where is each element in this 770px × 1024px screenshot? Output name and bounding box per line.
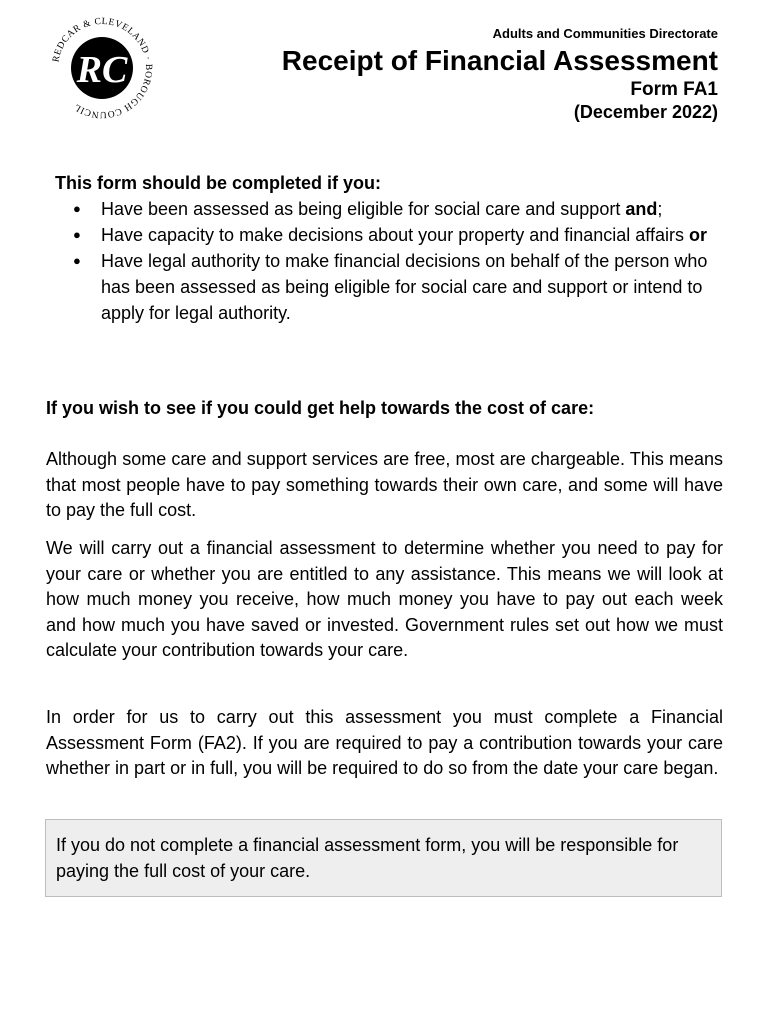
page-title: Receipt of Financial Assessment [281, 45, 718, 76]
svg-text:REDCAR & CLEVELAND · BOROUGH: REDCAR & CLEVELAND · BOROUGH COUNCIL [51, 16, 154, 120]
paragraph-form: In order for us to carry out this assessment you must complete a Financial Assessment Form (FA2). If you are required to pay a contribution towards your care whether in part or in full, you will be required to do so from the date your care began. [46, 707, 723, 778]
list-item: ● Have capacity to make decisions about your property and financial affairs or [55, 222, 711, 248]
section-heading: If you wish to see if you could get help towards the cost of care: [46, 398, 595, 418]
list-item: ● Have legal authority to make financial decisions on behalf of the person who has been assessed as being eligible for social care and support or intend to apply for legal authority. [55, 248, 711, 326]
paragraph-assessment: We will carry out a financial assessment to determine whether you need to pay for your care or whether you are entitled to any assistance. This means we will look at how much money you receive, how much money you have to pay out each week and how much you have saved or invested. Government rules set out how we must calculate your contribution towards your care. [46, 538, 723, 660]
form-number: Form FA1 [630, 79, 718, 100]
form-date: (December 2022) [573, 102, 718, 122]
eligibility-heading: This form should be completed if you: [55, 173, 382, 193]
list-item: ● Have been assessed as being eligible for social care and support and; [55, 196, 711, 222]
eligibility-section [55, 170, 725, 326]
document-header [282, 26, 718, 123]
paragraph-charges: Although some care and support services are free, most are chargeable. This means that most people have to pay something towards their own care, and some will have to pay the full cost. [46, 449, 723, 520]
notice-box: If you do not complete a financial assessment form, you will be responsible for paying the full cost of your care. [45, 819, 722, 897]
council-logo [44, 16, 160, 120]
directorate-label: Adults and Communities Directorate [492, 26, 718, 41]
logo-initials: RC [76, 49, 128, 91]
eligibility-list [55, 196, 725, 326]
